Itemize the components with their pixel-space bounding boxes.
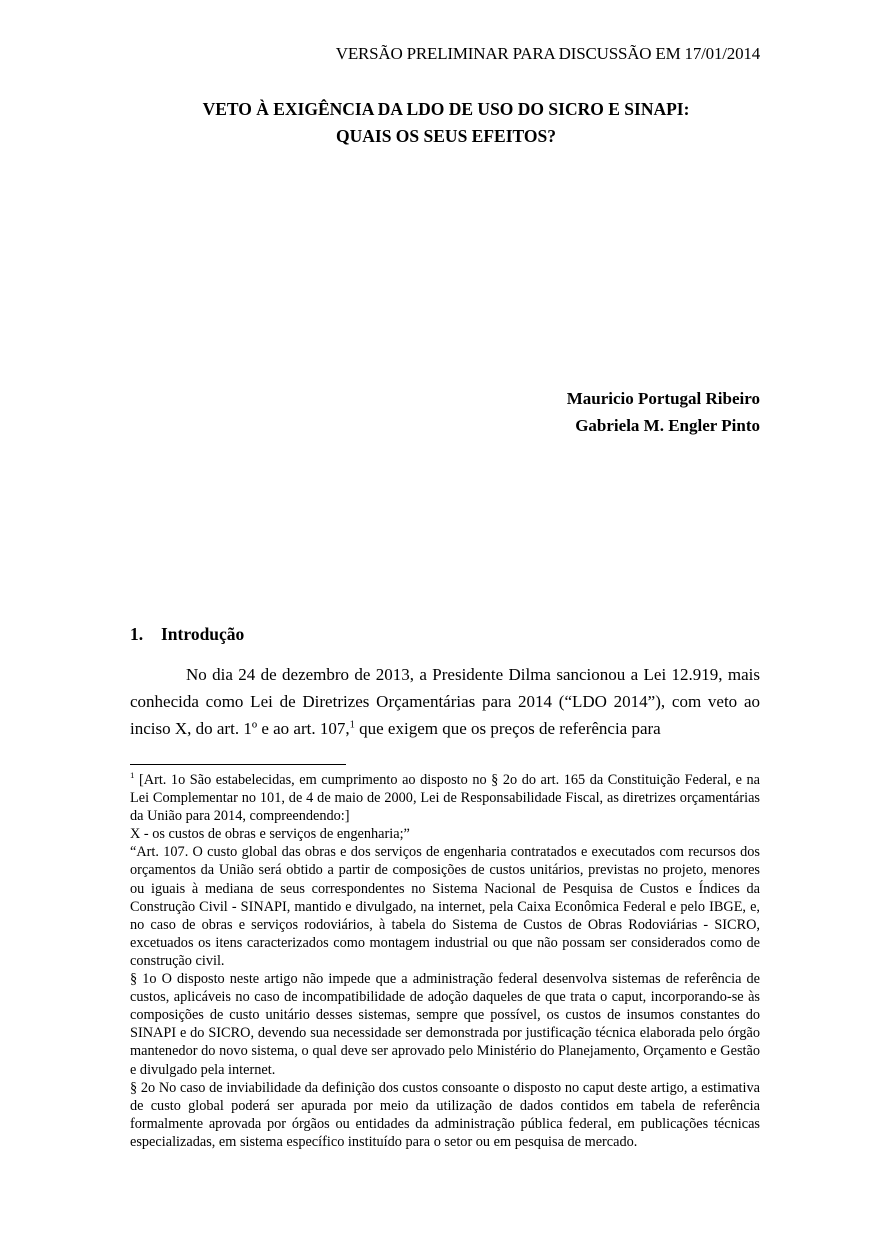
author-name-2: Gabriela M. Engler Pinto — [575, 416, 760, 435]
footnote-reference-1: 1 — [349, 719, 355, 731]
footnote-paragraph-1-text: [Art. 1o São estabelecidas, em cumprimento ao disposto no § 2o do art. 165 da Constituição Federal, e na Lei Complementar no 101, de 4 de maio de 2000, Lei de Responsabilidade Fiscal, as diretrizes orçamentárias da União para 2014, compreendendo:] — [130, 772, 760, 825]
author-block — [130, 385, 760, 439]
footnote-paragraph-5: § 2o No caso de inviabilidade da definição dos custos consoante o disposto no caput deste artigo, a estimativa de custo global poderá ser apurada por meio da utilização de dados contidos em tabela de referência formalmente aprovada por órgãos ou entidades da administração pública federal, em publicações técnicas especializadas, em sistema específico instituído para o setor ou em pesquisa de mercado. — [130, 1079, 760, 1150]
title-line-2: QUAIS OS SEUS EFEITOS? — [336, 126, 556, 146]
section-number: 1. — [130, 624, 144, 644]
footnote-paragraph-3: “Art. 107. O custo global das obras e dos serviços de engenharia contratados e executados com recursos dos orçamentos da União será obtido a partir de composições de custos unitários, previstas no projeto, menores ou iguais à mediana de seus correspondentes no Sistema Nacional de Pesquisa de Custos e Índices da Construção Civil - SINAPI, mantido e divulgado, na internet, pela Caixa Econômica Federal e pelo IBGE, e, no caso de obras e serviços rodoviários, à tabela do Sistema de Custos de Obras Rodoviárias - SICRO, excetuados os itens caracterizados como montagem industrial ou que não possam ser considerados como de construção civil. — [130, 844, 760, 969]
footnote-paragraph-2: X - os custos de obras e serviços de engenharia;” — [130, 826, 410, 843]
footnote-separator — [130, 764, 346, 765]
intro-paragraph — [130, 661, 760, 743]
intro-paragraph-text: No dia 24 de dezembro de 2013, a Presidente Dilma sancionou a Lei 12.919, mais conhecida como Lei de Diretrizes Orçamentárias para 2014 (“LDO 2014”), com veto ao inciso X, do art. 1º e ao art. 107, — [130, 665, 760, 739]
footnote-paragraph-1 — [130, 771, 760, 825]
intro-paragraph-text-after-ref: que exigem que os preços de referência para — [354, 719, 661, 739]
section-title: Introdução — [161, 624, 245, 644]
footnote-block — [130, 771, 760, 1151]
draft-version-header: VERSÃO PRELIMINAR PARA DISCUSSÃO EM 17/01/2014 — [335, 44, 760, 63]
footnote-marker-1: 1 — [130, 770, 135, 781]
section-heading-introducao — [130, 624, 244, 645]
author-name-1: Mauricio Portugal Ribeiro — [566, 389, 760, 408]
document-title — [116, 96, 776, 150]
footnote-paragraph-4: § 1o O disposto neste artigo não impede que a administração federal desenvolva sistemas de referência de custos, aplicáveis no caso de incompatibilidade de adoção daqueles de que trata o caput, incorporando-se às composições de custo unitário desses sistemas, sempre que possível, os custos de insumos constantes do SINAPI e do SICRO, devendo sua necessidade ser demonstrada por justificação técnica elaborada pelo órgão mantenedor do novo sistema, o qual deve ser aprovado pelo Ministério do Planejamento, Orçamento e Gestão e divulgado pela internet. — [130, 971, 760, 1078]
title-line-1: VETO À EXIGÊNCIA DA LDO DE USO DO SICRO E SINAPI: — [202, 99, 690, 119]
